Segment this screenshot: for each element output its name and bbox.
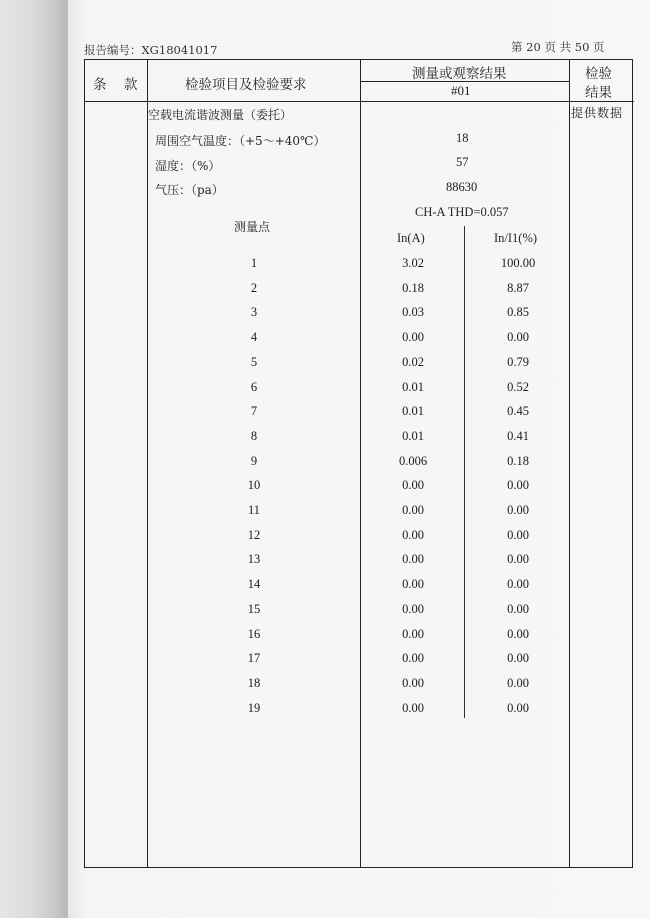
- row-in-value: 0.02: [402, 355, 424, 369]
- row-point: 6: [250, 380, 258, 394]
- col-divider-result: [569, 60, 570, 867]
- row-in-value: 0.00: [402, 676, 424, 690]
- row-ratio-value: 0.45: [507, 404, 529, 418]
- row-in-value: 0.00: [402, 651, 424, 665]
- report-number: 报告编号：XG18041017: [84, 43, 218, 57]
- header-bottom-line: [85, 101, 634, 102]
- ratio-header: In/I1(%): [494, 231, 538, 245]
- humidity-label: 湿度：（%）: [155, 159, 221, 173]
- conclusion-text: 提供数据: [571, 106, 624, 120]
- row-ratio-value: 0.00: [507, 701, 529, 715]
- row-in-value: 0.18: [402, 281, 424, 295]
- row-in-value: 3.02: [402, 256, 424, 270]
- row-point: 7: [250, 404, 258, 418]
- data-column-divider: [464, 226, 465, 718]
- pressure-label: 气压：（pa）: [155, 183, 224, 197]
- row-in-value: 0.00: [402, 528, 424, 542]
- row-point: 2: [250, 281, 258, 295]
- row-point: 4: [250, 330, 258, 344]
- row-point: 9: [250, 454, 258, 468]
- row-ratio-value: 0.00: [507, 602, 529, 616]
- row-ratio-value: 0.52: [507, 380, 529, 394]
- clause-header: 条 款: [93, 77, 140, 93]
- row-point: 8: [250, 429, 258, 443]
- sample-id: #01: [451, 83, 471, 98]
- row-point: 19: [247, 701, 261, 715]
- row-in-value: 0.00: [402, 577, 424, 591]
- row-ratio-value: 0.00: [507, 552, 529, 566]
- row-in-value: 0.01: [402, 404, 424, 418]
- row-point: 18: [247, 676, 261, 690]
- row-point: 13: [247, 552, 261, 566]
- col-divider-item: [360, 60, 361, 867]
- row-ratio-value: 0.41: [507, 429, 529, 443]
- row-in-value: 0.01: [402, 429, 424, 443]
- in-header: In(A): [397, 231, 425, 245]
- row-ratio-value: 0.00: [507, 651, 529, 665]
- row-ratio-value: 100.00: [500, 256, 536, 270]
- row-ratio-value: 0.79: [507, 355, 529, 369]
- row-point: 14: [247, 577, 261, 591]
- result-header: 测量或观察结果: [412, 66, 507, 82]
- row-point: 10: [247, 478, 261, 492]
- page-indicator: 第 20 页 共 50 页: [511, 40, 605, 54]
- row-in-value: 0.006: [398, 454, 428, 468]
- row-ratio-value: 0.00: [507, 627, 529, 641]
- row-point: 1: [250, 256, 258, 270]
- row-point: 11: [247, 503, 261, 517]
- row-point: 5: [250, 355, 258, 369]
- row-ratio-value: 0.18: [507, 454, 529, 468]
- row-ratio-value: 0.00: [507, 330, 529, 344]
- row-in-value: 0.00: [402, 503, 424, 517]
- conclusion-header-line2: 结果: [585, 85, 612, 101]
- temperature-value: 18: [456, 131, 469, 145]
- row-point: 12: [247, 528, 261, 542]
- col-divider-clause: [147, 60, 148, 867]
- pressure-value: 88630: [446, 180, 478, 194]
- item-header: 检验项目及检验要求: [185, 77, 307, 93]
- row-ratio-value: 0.85: [507, 305, 529, 319]
- temperature-label: 周围空气温度：（+5～+40℃）: [155, 134, 326, 148]
- row-ratio-value: 0.00: [507, 528, 529, 542]
- row-in-value: 0.00: [402, 627, 424, 641]
- row-ratio-value: 8.87: [507, 281, 529, 295]
- row-in-value: 0.00: [402, 478, 424, 492]
- row-point: 16: [247, 627, 261, 641]
- row-in-value: 0.03: [402, 305, 424, 319]
- row-point: 15: [247, 602, 261, 616]
- row-in-value: 0.00: [402, 330, 424, 344]
- row-ratio-value: 0.00: [507, 503, 529, 517]
- thd-value: CH-A THD=0.057: [415, 205, 509, 219]
- row-in-value: 0.00: [402, 602, 424, 616]
- row-in-value: 0.00: [402, 552, 424, 566]
- row-point: 3: [250, 305, 258, 319]
- row-ratio-value: 0.00: [507, 577, 529, 591]
- row-in-value: 0.01: [402, 380, 424, 394]
- row-ratio-value: 0.00: [507, 676, 529, 690]
- conclusion-header-line1: 检验: [585, 66, 612, 82]
- humidity-value: 57: [456, 155, 469, 169]
- test-title: 空载电流谐波测量（委托）: [148, 108, 293, 122]
- binding-shadow: [0, 0, 78, 918]
- row-ratio-value: 0.00: [507, 478, 529, 492]
- point-header: 测量点: [234, 220, 271, 234]
- row-point: 17: [247, 651, 261, 665]
- row-in-value: 0.00: [402, 701, 424, 715]
